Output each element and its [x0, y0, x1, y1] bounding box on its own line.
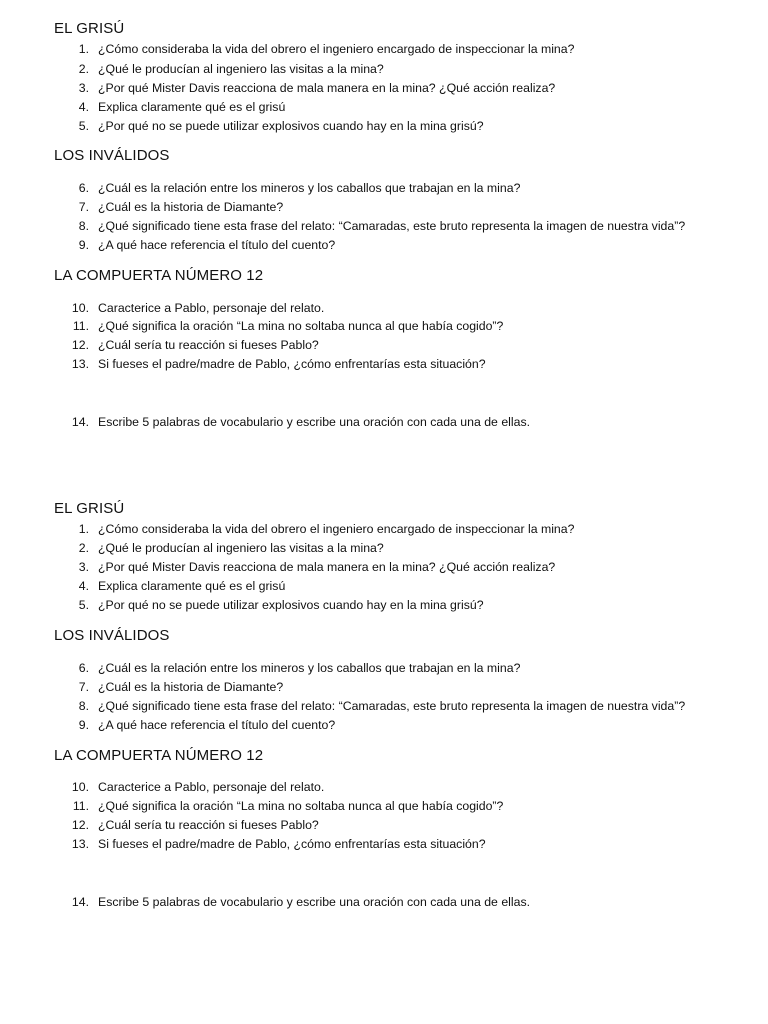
item-text: ¿Qué significado tiene esta frase del relato: “Camaradas, este bruto representa la imagen de nuestra vida”?: [98, 699, 686, 713]
item-number: 2.: [78, 541, 89, 555]
item-number: 11.: [72, 799, 89, 813]
item-number: 13.: [71, 837, 89, 851]
item-number: 7.: [78, 200, 89, 214]
item-number: 9.: [78, 238, 89, 252]
item-number: 5.: [78, 119, 89, 133]
item-text: Escribe 5 palabras de vocabulario y escribe una oración con cada una de ellas.: [98, 415, 531, 429]
item-number: 6.: [78, 181, 89, 195]
item-number: 14.: [71, 415, 89, 429]
section-title: LA COMPUERTA NÚMERO 12: [54, 747, 264, 764]
section-title: EL GRISÚ: [54, 20, 125, 37]
item-number: 11.: [72, 319, 89, 333]
item-text: ¿Cómo consideraba la vida del obrero el ingeniero encargado de inspeccionar la mina?: [98, 522, 575, 536]
item-number: 8.: [78, 219, 89, 233]
item-text: ¿Por qué Mister Davis reacciona de mala manera en la mina? ¿Qué acción realiza?: [98, 81, 556, 95]
item-number: 8.: [78, 699, 89, 713]
section-title: LOS INVÁLIDOS: [54, 147, 170, 164]
item-text: ¿Cuál sería tu reacción si fueses Pablo?: [98, 818, 319, 832]
item-number: 3.: [78, 560, 89, 574]
item-number: 4.: [78, 100, 89, 114]
item-number: 14.: [71, 895, 89, 909]
item-number: 7.: [78, 680, 89, 694]
item-number: 12.: [71, 338, 89, 352]
item-number: 1.: [78, 42, 89, 56]
item-text: ¿Por qué no se puede utilizar explosivos cuando hay en la mina grisú?: [98, 119, 484, 133]
item-number: 9.: [78, 718, 89, 732]
section-title: LOS INVÁLIDOS: [54, 627, 170, 644]
item-text: ¿Cuál es la historia de Diamante?: [98, 680, 284, 694]
item-text: Si fueses el padre/madre de Pablo, ¿cómo enfrentarías esta situación?: [98, 837, 486, 851]
item-number: 6.: [78, 661, 89, 675]
item-text: ¿Por qué no se puede utilizar explosivos cuando hay en la mina grisú?: [98, 598, 484, 612]
item-number: 5.: [78, 598, 89, 612]
item-text: ¿Cuál es la relación entre los mineros y los caballos que trabajan en la mina?: [98, 661, 521, 675]
item-text: ¿Qué significado tiene esta frase del relato: “Camaradas, este bruto representa la imagen de nuestra vida”?: [98, 219, 686, 233]
item-text: Caracterice a Pablo, personaje del relato.: [98, 301, 325, 315]
item-number: 1.: [78, 522, 89, 536]
section-title: LA COMPUERTA NÚMERO 12: [54, 267, 264, 284]
item-number: 3.: [78, 81, 89, 95]
item-text: Si fueses el padre/madre de Pablo, ¿cómo enfrentarías esta situación?: [98, 357, 486, 371]
item-text: ¿Cuál es la relación entre los mineros y los caballos que trabajan en la mina?: [98, 181, 521, 195]
item-text: ¿Qué le producían al ingeniero las visitas a la mina?: [98, 541, 384, 555]
item-text: ¿Cómo consideraba la vida del obrero el ingeniero encargado de inspeccionar la mina?: [98, 42, 575, 56]
item-text: Caracterice a Pablo, personaje del relato.: [98, 780, 325, 794]
item-text: Explica claramente qué es el grisú: [98, 100, 286, 114]
item-text: Explica claramente qué es el grisú: [98, 579, 286, 593]
item-number: 10.: [71, 301, 89, 315]
item-text: ¿Qué le producían al ingeniero las visitas a la mina?: [98, 62, 384, 76]
item-text: ¿A qué hace referencia el título del cuento?: [98, 238, 336, 252]
item-number: 12.: [71, 818, 89, 832]
section-title: EL GRISÚ: [54, 500, 125, 517]
item-text: ¿Cuál es la historia de Diamante?: [98, 200, 284, 214]
item-number: 13.: [71, 357, 89, 371]
item-number: 4.: [78, 579, 89, 593]
item-number: 10.: [71, 780, 89, 794]
item-text: ¿Qué significa la oración “La mina no soltaba nunca al que había cogido”?: [98, 799, 504, 813]
item-text: ¿A qué hace referencia el título del cuento?: [98, 718, 336, 732]
item-text: ¿Qué significa la oración “La mina no soltaba nunca al que había cogido”?: [98, 319, 504, 333]
item-text: Escribe 5 palabras de vocabulario y escribe una oración con cada una de ellas.: [98, 895, 531, 909]
item-text: ¿Cuál sería tu reacción si fueses Pablo?: [98, 338, 319, 352]
item-text: ¿Por qué Mister Davis reacciona de mala manera en la mina? ¿Qué acción realiza?: [98, 560, 556, 574]
item-number: 2.: [78, 62, 89, 76]
